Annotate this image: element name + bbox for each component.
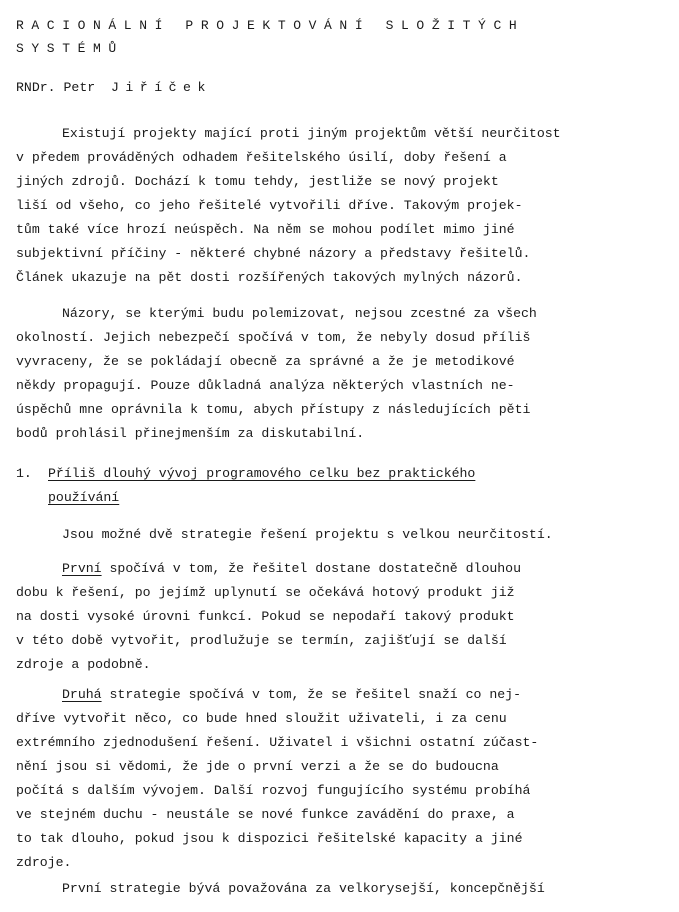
paragraph-line: Existují projekty mající proti jiným projektům větší neurčitost xyxy=(62,126,561,141)
paragraph-line: zdroje. xyxy=(16,855,72,870)
paragraph-line: zdroje a podobně. xyxy=(16,657,151,672)
section-number: 1. xyxy=(16,466,32,481)
author-degree: RNDr. xyxy=(16,80,56,95)
paragraph-conclusion: První strategie bývá považována za velkorysejší, koncepčnější xyxy=(62,881,545,896)
paragraph-line: liší od všeho, co jeho řešitelé vytvořili dříve. Takovým projek- xyxy=(16,198,523,213)
paragraph-strategies: Jsou možné dvě strategie řešení projektu s velkou neurčitostí. xyxy=(62,527,553,542)
author-first-name: Petr xyxy=(63,80,96,95)
author-surname: Jiříček xyxy=(110,80,212,95)
paragraph-line: jiných zdrojů. Dochází k tomu tehdy, jestliže se nový projekt xyxy=(16,174,499,189)
paragraph-line-rest: spočívá v tom, že řešitel dostane dostatečně dlouhou xyxy=(101,561,522,576)
keyword-first: První xyxy=(62,561,102,576)
section-heading-line-2: používání xyxy=(48,490,120,505)
paragraph-line: Článek ukazuje na pět dosti rozšířených takových mylných názorů. xyxy=(16,270,523,285)
author-line xyxy=(16,76,212,100)
paragraph-line xyxy=(62,683,521,707)
paragraph-line: to tak dlouho, pokud jsou k dispozici řešitelské kapacity a jiné xyxy=(16,831,523,846)
paragraph-line: v předem prováděných odhadem řešitelského úsilí, doby řešení a xyxy=(16,150,507,165)
paragraph-line: bodů prohlásil přinejmenším za diskutabilní. xyxy=(16,426,365,441)
paragraph-line: nění jsou si vědomi, že jde o první verzi a že se do budoucna xyxy=(16,759,499,774)
paragraph-line: počítá s dalším vývojem. Další rozvoj fungujícího systému probíhá xyxy=(16,783,531,798)
paragraph-line: dobu k řešení, po jejímž uplynutí se očekává hotový produkt již xyxy=(16,585,515,600)
paragraph-line: úspěchů mne oprávnila k tomu, abych přístupy z následujících pěti xyxy=(16,402,531,417)
paragraph-line: na dosti vysoké úrovni funkcí. Pokud se nepodaří takový produkt xyxy=(16,609,515,624)
section-heading-line-1: Příliš dlouhý vývoj programového celku bez praktického xyxy=(48,466,476,481)
paragraph-line: někdy propagují. Pouze důkladná analýza některých vlastních ne- xyxy=(16,378,515,393)
paragraph-line: v této době vytvořit, prodlužuje se termín, zajišťují se další xyxy=(16,633,507,648)
keyword-second: Druhá xyxy=(62,687,102,702)
paragraph-line: okolností. Jejich nebezpečí spočívá v tom, že nebyly dosud příliš xyxy=(16,330,531,345)
paragraph-line: Názory, se kterými budu polemizovat, nejsou zcestné za všech xyxy=(62,306,537,321)
paragraph-line: subjektivní příčiny - některé chybné názory a představy řešitelů. xyxy=(16,246,531,261)
paragraph-line: dříve vytvořit něco, co bude hned sloužit uživateli, i za cenu xyxy=(16,711,507,726)
paragraph-line: extrémního zjednodušení řešení. Uživatel i všichni ostatní zúčast- xyxy=(16,735,539,750)
title-line-1: RACIONÁLNÍ PROJEKTOVÁNÍ SLOŽITÝCH xyxy=(16,18,525,33)
paragraph-line: tům také více hrozí neúspěch. Na něm se mohou podílet mimo jiné xyxy=(16,222,515,237)
paragraph-line xyxy=(62,557,521,581)
title-line-2: SYSTÉMŮ xyxy=(16,41,124,56)
paragraph-line: vyvraceny, že se pokládají obecně za správné a že je metodikové xyxy=(16,354,515,369)
paragraph-line-rest: strategie spočívá v tom, že se řešitel snaží co nej- xyxy=(101,687,522,702)
paragraph-line: ve stejném duchu - neustále se nové funkce zavádění do praxe, a xyxy=(16,807,515,822)
